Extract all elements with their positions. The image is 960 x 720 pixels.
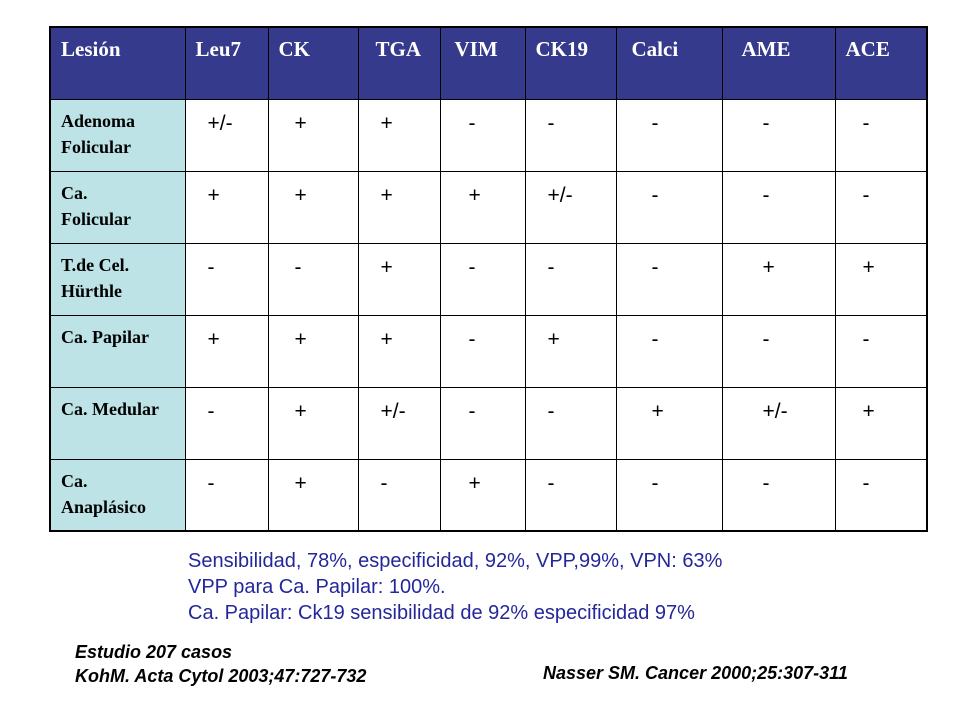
row-label-line: Folicular [61,208,131,229]
marker-cell: - [440,387,525,459]
row-label [50,171,185,243]
note-line: VPP para Ca. Papilar: 100%. [188,576,446,598]
marker-cell: + [268,315,358,387]
header-vim: VIM [440,27,525,99]
marker-cell: - [525,99,616,171]
row-label-line: Ca. [61,182,88,203]
table-row [50,315,927,387]
marker-cell: - [525,387,616,459]
marker-cell: - [525,459,616,531]
header-calci: Calci [616,27,722,99]
row-label [50,459,185,531]
row-label-line: Ca. Papilar [61,326,149,347]
marker-cell: - [722,459,835,531]
row-label [50,243,185,315]
marker-cell: - [835,315,927,387]
citation-study: Estudio 207 casos [75,642,233,662]
marker-cell: +/- [358,387,440,459]
marker-cell: - [185,459,268,531]
marker-cell: - [722,315,835,387]
citation-koh: KohM. Acta Cytol 2003;47:727-732 [75,666,367,686]
table-row [50,243,927,315]
note-line: Ca. Papilar: Ck19 sensibilidad de 92% especificidad 97% [188,602,695,624]
marker-cell: - [616,171,722,243]
marker-cell: + [268,171,358,243]
note-line: Sensibilidad, 78%, especificidad, 92%, VPP,99%, VPN: 63% [188,550,723,572]
marker-cell: +/- [722,387,835,459]
citation-nasser: Nasser SM. Cancer 2000;25:307-311 [543,663,848,683]
marker-cell: - [185,243,268,315]
header-ame: AME [722,27,835,99]
marker-cell: - [440,243,525,315]
marker-cell: + [722,243,835,315]
marker-cell: + [525,315,616,387]
marker-cell: - [616,315,722,387]
marker-cell: - [835,99,927,171]
marker-cell: + [268,99,358,171]
marker-cell: + [358,315,440,387]
marker-cell: + [835,387,927,459]
statistics-notes [188,548,722,626]
marker-cell: + [358,243,440,315]
table-row [50,387,927,459]
header-row [50,27,927,99]
marker-cell: + [835,243,927,315]
row-label-line: Ca. Medular [61,398,159,419]
row-label-line: Anaplásico [61,496,147,517]
marker-cell: + [268,387,358,459]
header-ck19: CK19 [525,27,616,99]
marker-cell: + [440,171,525,243]
row-label-line: Adenoma [61,110,136,131]
marker-cell: - [616,243,722,315]
table-row [50,171,927,243]
row-label [50,315,185,387]
header-lesion: Lesión [50,27,185,99]
marker-cell: - [440,99,525,171]
marker-cell: - [185,387,268,459]
ihc-table [49,26,928,532]
header-ace: ACE [835,27,927,99]
marker-cell: + [185,315,268,387]
marker-cell: + [440,459,525,531]
marker-cell: - [616,99,722,171]
marker-cell: - [835,171,927,243]
row-label [50,387,185,459]
marker-cell: + [268,459,358,531]
marker-cell: - [358,459,440,531]
row-label-line: T.de Cel. [61,254,130,275]
marker-cell: + [358,99,440,171]
marker-cell: - [616,459,722,531]
marker-cell: - [722,171,835,243]
marker-cell: +/- [525,171,616,243]
header-tga: TGA [358,27,440,99]
marker-cell: - [525,243,616,315]
marker-cell: - [722,99,835,171]
marker-cell: +/- [185,99,268,171]
header-leu7: Leu7 [185,27,268,99]
row-label-line: Folicular [61,136,131,157]
marker-cell: - [835,459,927,531]
marker-cell: + [616,387,722,459]
marker-cell: - [268,243,358,315]
marker-cell: - [440,315,525,387]
table-row [50,99,927,171]
row-label-line: Ca. [61,470,88,491]
citation-left [75,640,366,688]
table-row [50,459,927,531]
marker-cell: + [185,171,268,243]
row-label [50,99,185,171]
header-ck: CK [268,27,358,99]
marker-cell: + [358,171,440,243]
row-label-line: Hürthle [61,280,122,301]
